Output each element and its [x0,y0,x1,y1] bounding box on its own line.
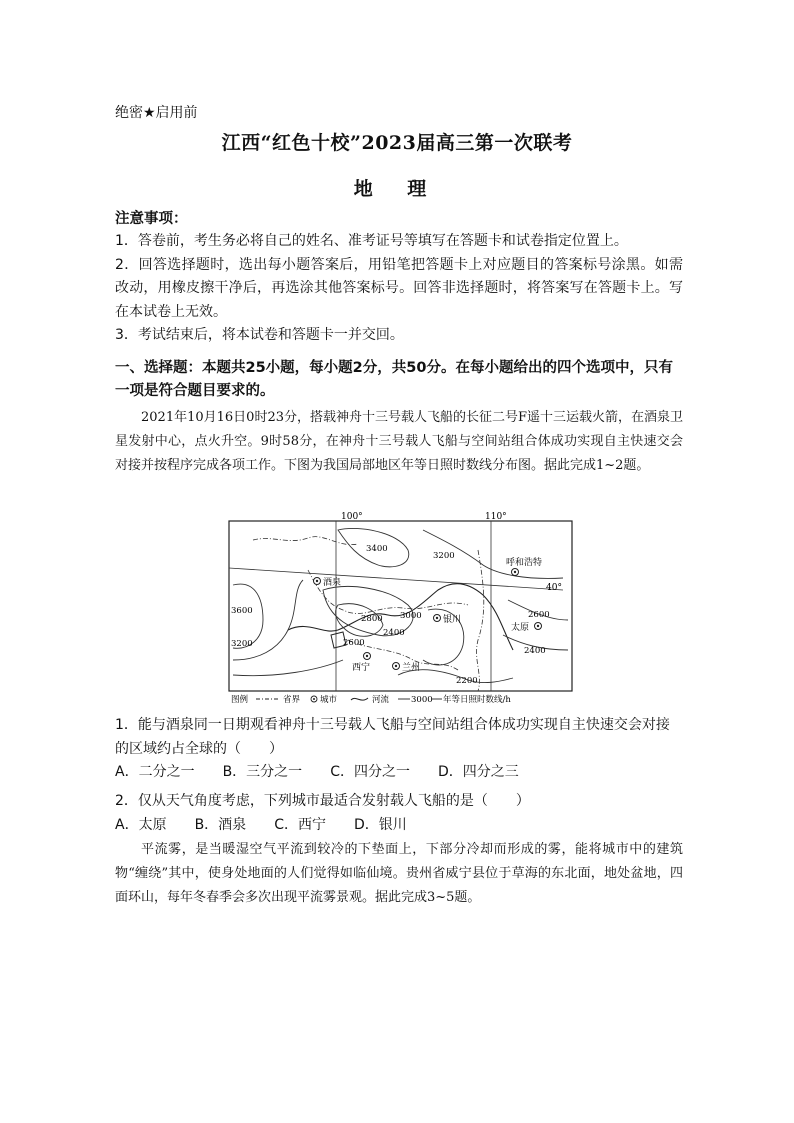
option-c[interactable]: C．西宁 [274,816,326,833]
map-legend [231,694,511,705]
isoline-label: 3200 [433,551,455,561]
svg-text:省界: 省界 [283,695,301,705]
exam-title: 江西“红色十校”2023届高三第一次联考 [221,132,573,154]
svg-text:河流: 河流 [372,695,390,705]
notice-item: 3．考试结束后，将本试卷和答题卡一并交回。 [115,327,404,343]
svg-text:年等日照时数线/h: 年等日照时数线/h [443,695,511,705]
lon-label-110: 110° [485,512,507,522]
option-a[interactable]: A．太原 [115,816,167,833]
sunshine-isoline-map [228,510,573,706]
option-d[interactable]: D．四分之三 [437,764,519,780]
question-1-options [115,761,683,785]
svg-text:太原: 太原 [511,623,530,633]
isoline-label: 2600 [528,610,550,620]
isoline-label: 2200 [456,676,478,686]
option-d[interactable]: D．银川 [353,816,407,833]
notice-item: 1．答卷前，考生务必将自己的姓名、准考证号等填写在答题卡和试卷指定位置上。 [115,233,628,249]
option-c[interactable]: C．四分之一 [330,764,410,780]
isoline-label: 2400 [383,628,405,638]
svg-text:城市: 城市 [320,695,338,705]
notice-list [115,230,683,348]
section-heading: 一、选择题：本题共25小题，每小题2分，共50分。在每小题给出的四个选项中，只有一项是符合题目要求的。 [115,360,673,399]
svg-text:酒泉: 酒泉 [323,578,342,588]
isoline-label: 2400 [524,646,546,656]
isoline-label: 2600 [343,638,365,648]
question-1 [115,714,683,785]
isoline-label: 3000 [400,611,422,621]
isoline-label: 3600 [231,606,253,616]
lat-label-40: 40° [546,583,562,593]
notice-item: 2．回答选择题时，选出每小题答案后，用铅笔把答题卡上对应题目的答案标号涂黑。如需改动，用橡皮擦干净后，再选涂其他答案标号。回答非选择题时，将答案写在答题卡上。写在本试卷上无效。 [115,256,683,320]
lon-label-100: 100° [341,512,363,522]
svg-text:西宁: 西宁 [352,663,371,673]
subject-title: 地 理 [353,178,441,200]
option-a[interactable]: A．二分之一 [115,764,195,780]
confidential-label: 绝密★启用前 [115,105,198,121]
svg-text:图例: 图例 [231,695,249,705]
isoline-label: 3200 [231,639,253,649]
svg-text:呼和浩特: 呼和浩特 [506,558,543,568]
question-2 [115,790,683,837]
svg-text:3000: 3000 [411,695,433,705]
notice-heading: 注意事项： [115,211,188,227]
option-b[interactable]: B．三分之一 [222,764,303,780]
question-2-stem: 2．仅从天气角度考虑，下列城市最适合发射载人飞船的是（ ） [115,793,530,809]
option-b[interactable]: B．酒泉 [194,816,247,833]
question-1-stem: 1．能与酒泉同一日期观看神舟十三号载人飞船与空间站组合体成功实现自主快速交会对接的区域约占全球的（ ） [115,717,670,757]
passage-2: 平流雾，是当暖湿空气平流到较冷的下垫面上，下部分冷却而形成的雾，能将城市中的建筑物“缠绕”其中，使身处地面的人们觉得如临仙境。贵州省威宁县位于草海的东北面，地处盆地，四面环山，每年冬春季会多次出现平流雾景观。据此完成3~5题。 [115,842,683,905]
question-2-options [115,814,683,838]
isoline-label: 3400 [366,544,388,554]
passage-1: 2021年10月16日0时23分，搭载神舟十三号载人飞船的长征二号F遥十三运载火箭，在酒泉卫星发射中心，点火升空。9时58分，在神舟十三号载人飞船与空间站组合体成功实现自主快速交会对接并按程序完成各项工作。下图为我国局部地区年等日照时数线分布图。据此完成1~2题。 [115,410,684,473]
svg-text:银川: 银川 [443,615,462,625]
svg-text:兰州: 兰州 [402,663,421,673]
isoline-label: 2800 [361,614,383,624]
